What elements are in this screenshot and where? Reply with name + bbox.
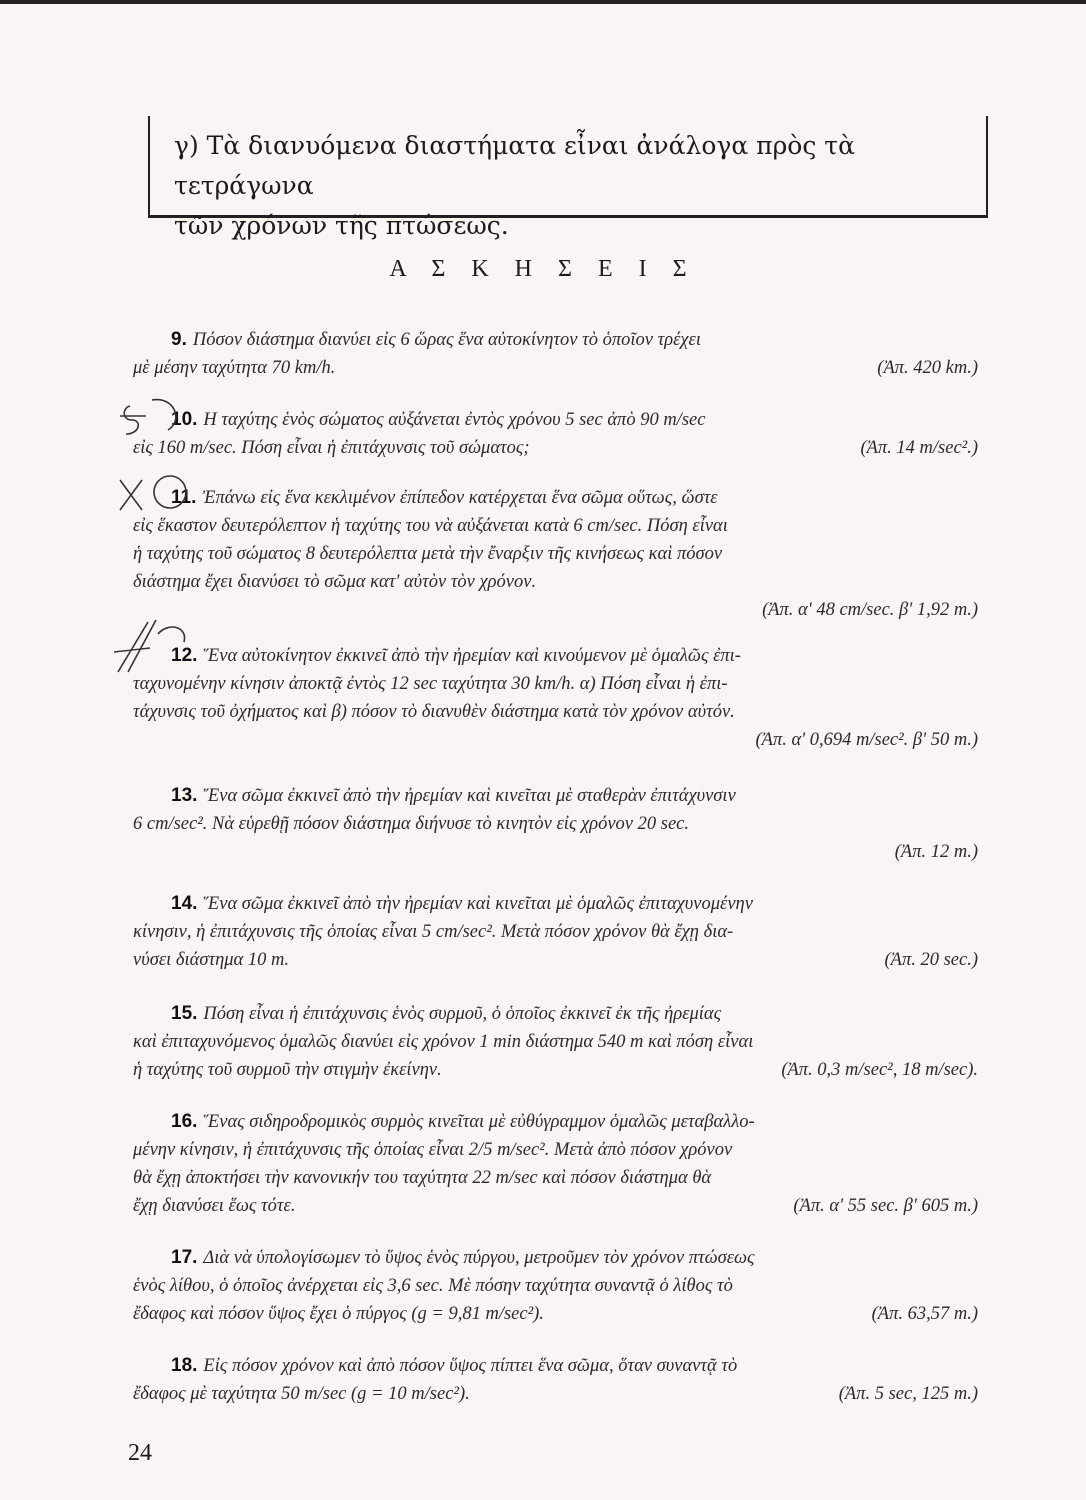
exercise-answer: (Ἀπ. 5 sec, 125 m.)	[838, 1384, 978, 1404]
exercise-number: 13.	[171, 785, 198, 806]
boxed-note-line: γ) Τὰ διανυόμενα διαστήματα εἶναι ἀνάλογα πρὸς τὰ τετράγωνα	[174, 131, 856, 200]
boxed-note-text	[174, 126, 964, 246]
exercise-12	[133, 642, 988, 754]
exercise-line: εἰς 160 m/sec. Πόση εἶναι ἡ ἐπιτάχυνσις τοῦ σώματος; (Ἀπ. 14 m/sec².)	[133, 434, 988, 462]
page-top-rule	[0, 0, 1086, 4]
exercise-line: νύσει διάστημα 10 m. (Ἀπ. 20 sec.)	[133, 946, 988, 974]
exercise-number: 12.	[171, 645, 198, 666]
exercise-line: 6 cm/sec². Νὰ εὑρεθῇ πόσον διάστημα διήνυσε τὸ κινητὸν εἰς χρόνον 20 sec.	[133, 814, 690, 834]
exercise-answer: (Ἀπ. 14 m/sec².)	[860, 438, 978, 458]
exercise-line: εἰς ἕκαστον δευτερόλεπτον ἡ ταχύτης του νὰ αὐξάνεται κατὰ 6 cm/sec. Πόση εἶναι	[133, 516, 728, 536]
exercise-line: ἔδαφος καὶ πόσον ὕψος ἔχει ὁ πύργος (g = 9,81 m/sec²). (Ἀπ. 63,57 m.)	[133, 1300, 988, 1328]
exercise-line: ἡ ταχύτης τοῦ συρμοῦ τὴν στιγμὴν ἐκείνην. (Ἀπ. 0,3 m/sec², 18 m/sec).	[133, 1056, 988, 1084]
exercise-16	[133, 1108, 988, 1220]
exercise-line: τάχυνσις τοῦ ὀχήματος καὶ β) πόσον τὸ διανυθὲν διάστημα κατὰ τὸν χρόνον αὐτόν.	[133, 702, 735, 722]
exercise-11	[133, 484, 988, 624]
exercise-number: 18.	[171, 1355, 198, 1376]
exercise-line: μένην κίνησιν, ἡ ἐπιτάχυνσις τῆς ὁποίας εἶναι 2/5 m/sec². Μετὰ ἀπὸ πόσον χρόνον	[133, 1140, 733, 1160]
exercise-number: 17.	[171, 1247, 198, 1268]
exercise-number: 16.	[171, 1111, 198, 1132]
exercise-line: μὲ μέσην ταχύτητα 70 km/h. (Ἀπ. 420 km.)	[133, 354, 988, 382]
exercise-answer: (Ἀπ. 12 m.)	[894, 842, 978, 862]
exercise-line: 15. Πόση εἶναι ἡ ἐπιτάχυνσις ἑνὸς συρμοῦ, ὁ ὁποῖος ἐκκινεῖ ἐκ τῆς ἠρεμίας	[171, 1003, 722, 1024]
exercise-answer: (Ἀπ. α' 48 cm/sec. β' 1,92 m.)	[762, 600, 978, 620]
exercise-line: ἑνὸς λίθου, ὁ ὁποῖος ἀνέρχεται εἰς 3,6 sec. Μὲ πόσην ταχύτητα συναντᾷ ὁ λίθος τὸ	[133, 1276, 733, 1296]
exercise-18	[133, 1352, 988, 1408]
exercise-line: 12. Ἕνα αὐτοκίνητον ἐκκινεῖ ἀπὸ τὴν ἠρεμίαν καὶ κινούμενον μὲ ὁμαλῶς ἐπι-	[171, 645, 741, 666]
exercise-answer: (Ἀπ. α' 0,694 m/sec². β' 50 m.)	[755, 730, 978, 750]
exercise-number: 15.	[171, 1003, 198, 1024]
exercise-line: 14. Ἕνα σῶμα ἐκκινεῖ ἀπὸ τὴν ἠρεμίαν καὶ κινεῖται μὲ ὁμαλῶς ἐπιταχυνομένην	[171, 893, 753, 914]
exercise-line: 16. Ἕνας σιδηροδρομικὸς συρμὸς κινεῖται μὲ εὐθύγραμμον ὁμαλῶς μεταβαλλο-	[171, 1111, 755, 1132]
exercise-14	[133, 890, 988, 974]
exercise-10	[133, 406, 988, 462]
boxed-note	[148, 116, 988, 240]
exercise-line: διάστημα ἔχει διανύσει τὸ σῶμα κατ' αὐτὸν τὸν χρόνον.	[133, 572, 537, 592]
exercise-line: 18. Εἰς πόσον χρόνον καὶ ἀπὸ πόσον ὕψος πίπτει ἕνα σῶμα, ὅταν συναντᾷ τὸ	[171, 1355, 738, 1376]
exercise-line: θὰ ἔχῃ ἀποκτήσει τὴν κανονικήν του ταχύτητα 22 m/sec καὶ πόσον διάστημα θὰ	[133, 1168, 712, 1188]
exercise-line: ἔχῃ διανύσει ἕως τότε. (Ἀπ. α' 55 sec. β' 605 m.)	[133, 1192, 988, 1220]
boxed-note-line: τῶν χρόνων τῆς πτώσεως.	[174, 211, 509, 240]
exercise-9	[133, 326, 988, 382]
exercise-answer: (Ἀπ. α' 55 sec. β' 605 m.)	[793, 1196, 978, 1216]
section-heading-exercises: Α Σ Κ Η Σ Ε Ι Σ	[389, 256, 697, 282]
exercise-13	[133, 782, 988, 866]
exercise-number: 11.	[171, 487, 197, 508]
exercise-number: 10.	[171, 409, 198, 430]
exercise-line: ἡ ταχύτης τοῦ σώματος 8 δευτερόλεπτα μετὰ τὴν ἔναρξιν τῆς κινήσεως καὶ πόσον	[133, 544, 723, 564]
exercise-17	[133, 1244, 988, 1328]
exercise-answer: (Ἀπ. 63,57 m.)	[871, 1304, 978, 1324]
exercise-number: 9.	[171, 329, 187, 350]
exercise-line: 17. Διὰ νὰ ὑπολογίσωμεν τὸ ὕψος ἑνὸς πύργου, μετροῦμεν τὸν χρόνον πτώσεως	[171, 1247, 755, 1268]
exercise-line: καὶ ἐπιταχυνόμενος ὁμαλῶς διανύει εἰς χρόνον 1 min διάστημα 540 m καὶ πόση εἶναι	[133, 1032, 754, 1052]
exercise-line: 10. Η ταχύτης ἑνὸς σώματος αὐξάνεται ἐντὸς χρόνου 5 sec ἀπὸ 90 m/sec	[171, 409, 706, 430]
exercise-answer: (Ἀπ. 0,3 m/sec², 18 m/sec).	[781, 1060, 978, 1080]
exercise-line: ἔδαφος μὲ ταχύτητα 50 m/sec (g = 10 m/sec²). (Ἀπ. 5 sec, 125 m.)	[133, 1380, 988, 1408]
exercise-line: ταχυνομένην κίνησιν ἀποκτᾷ ἐντὸς 12 sec ταχύτητα 30 km/h. α) Πόση εἶναι ἡ ἐπι-	[133, 674, 728, 694]
exercise-answer: (Ἀπ. 20 sec.)	[884, 950, 978, 970]
exercise-line: 11. Ἐπάνω εἰς ἕνα κεκλιμένον ἐπίπεδον κατέρχεται ἕνα σῶμα οὕτως, ὥστε	[171, 487, 718, 508]
exercise-15	[133, 1000, 988, 1084]
exercise-line: 9. Πόσον διάστημα διανύει εἰς 6 ὥρας ἕνα αὐτοκίνητον τὸ ὁποῖον τρέχει	[171, 329, 701, 350]
exercise-line: 13. Ἕνα σῶμα ἐκκινεῖ ἀπὸ τὴν ἠρεμίαν καὶ κινεῖται μὲ σταθερὰν ἐπιτάχυνσιν	[171, 785, 736, 806]
exercise-number: 14.	[171, 893, 198, 914]
exercise-line: κίνησιν, ἡ ἐπιτάχυνσις τῆς ὁποίας εἶναι 5 cm/sec². Μετὰ πόσον χρόνον θὰ ἔχῃ δια-	[133, 922, 734, 942]
page-number: 24	[128, 1440, 152, 1466]
exercise-answer: (Ἀπ. 420 km.)	[877, 358, 978, 378]
